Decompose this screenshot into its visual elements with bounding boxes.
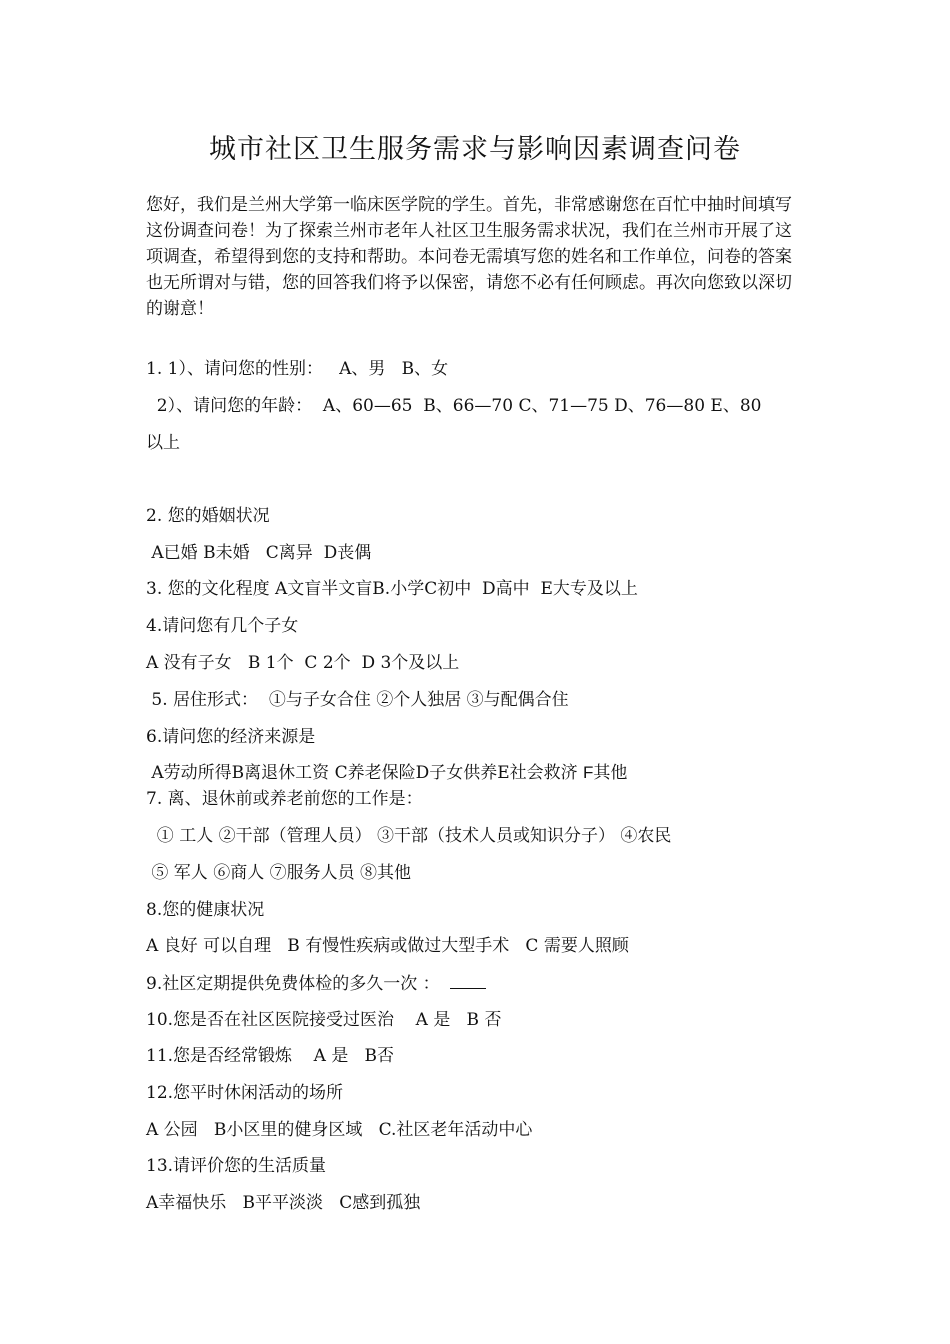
- question-4: 4.请问您有几个子女: [146, 616, 299, 636]
- question-8: 8.您的健康状况: [146, 900, 265, 920]
- question-6: 6.请问您的经济来源是: [146, 727, 316, 747]
- question-7: 7. 离、退休前或养老前您的工作是：: [146, 789, 423, 809]
- question-8-options: A 良好 可以自理 B 有慢性疾病或做过大型手术 C 需要人照顾: [146, 936, 629, 956]
- question-6-option-f-letter: F: [583, 763, 594, 782]
- question-13-options: A幸福快乐 B平平淡淡 C感到孤独: [146, 1193, 421, 1213]
- question-7-options-1: ① 工人 ②干部（管理人员） ③干部（技术人员或知识分子） ④农民: [146, 826, 672, 846]
- question-5: 5. 居住形式： ①与子女合住 ②个人独居 ③与配偶合住: [146, 690, 569, 710]
- question-1-age-cont: 以上: [146, 433, 180, 453]
- question-2-options: A已婚 B未婚 C离异 D丧偶: [146, 543, 372, 563]
- question-11: 11.您是否经常锻炼 A 是 B否: [146, 1046, 395, 1066]
- question-1-gender: 1. 1）、请问您的性别： A、男 B、女: [146, 359, 449, 379]
- question-12: 12.您平时休闲活动的场所: [146, 1083, 344, 1103]
- question-13: 13.请评价您的生活质量: [146, 1156, 327, 1176]
- question-3: 3. 您的文化程度 A文盲半文盲B.小学C初中 D高中 E大专及以上: [146, 579, 638, 599]
- question-1-age: 2）、请问您的年龄： A、60—65 B、66—70 C、71—75 D、76—80 E、80: [146, 396, 762, 416]
- question-7-options-2: ⑤ 军人 ⑥商人 ⑦服务人员 ⑧其他: [146, 863, 412, 883]
- question-12-options: A 公园 B小区里的健身区域 C.社区老年活动中心: [146, 1120, 533, 1140]
- question-9-label: 9.社区定期提供免费体检的多久一次 ：: [146, 974, 451, 994]
- question-2: 2. 您的婚姻状况: [146, 506, 270, 526]
- question-9: [146, 970, 486, 997]
- intro-paragraph: 您好，我们是兰州大学第一临床医学院的学生。首先，非常感谢您在百忙中抽时间填写这份调查问卷！为了探索兰州市老年人社区卫生服务需求状况，我们在兰州市开展了这项调查，希望得到您的支持和帮助。本问卷无需填写您的姓名和工作单位，问卷的答案也无所谓对与错，您的回答我们将予以保密，请您不必有任何顾虑。再次向您致以深切的谢意！: [146, 195, 792, 319]
- question-6-option-f-label: 其他: [593, 763, 628, 783]
- question-4-options: A 没有子女 B 1个 C 2个 D 3个及以上: [146, 653, 460, 673]
- page-title: 城市社区卫生服务需求与影响因素调查问卷: [209, 134, 741, 165]
- answer-blank-line: [450, 970, 486, 989]
- question-6-options: [146, 760, 627, 786]
- question-6-options-main: A劳动所得B离退休工资 C养老保险D子女供养E社会救济: [146, 763, 584, 783]
- question-10: 10.您是否在社区医院接受过医治 A 是 B 否: [146, 1010, 502, 1030]
